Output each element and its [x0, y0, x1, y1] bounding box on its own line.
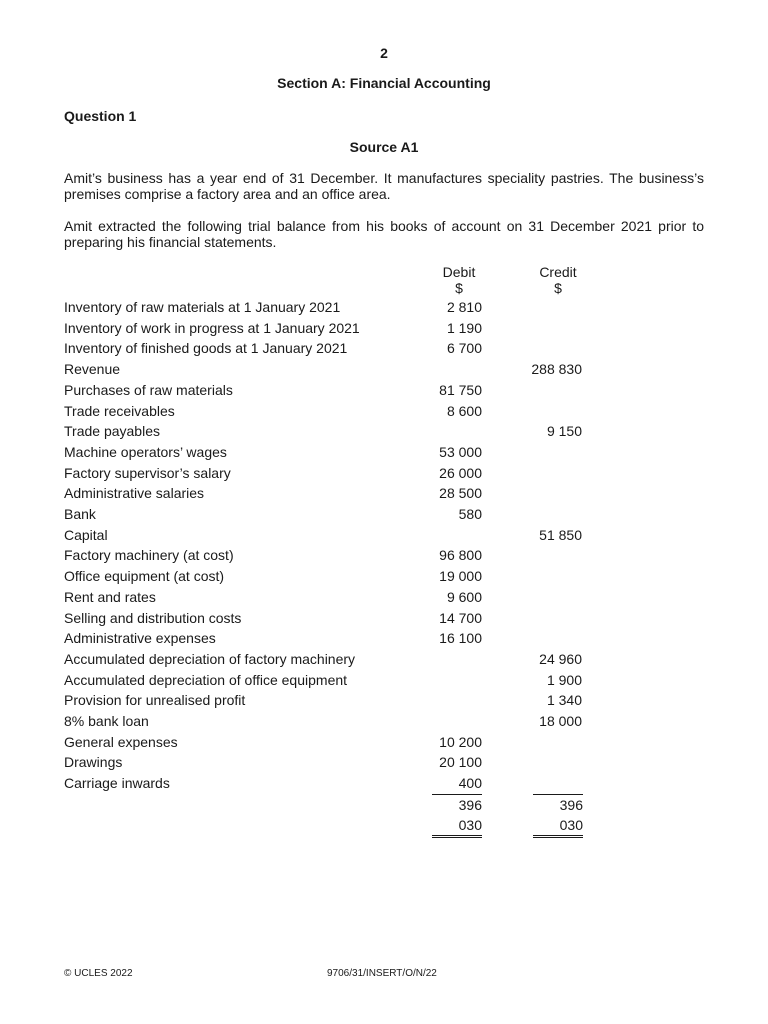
row-gap: [482, 380, 524, 401]
row-pad: [582, 483, 624, 504]
row-gap: [482, 401, 524, 422]
row-debit: 580: [458, 506, 482, 523]
footer-code: 9706/31/INSERT/O/N/22: [327, 968, 437, 979]
row-label: Selling and distribution costs: [64, 609, 242, 626]
row-gap: [482, 773, 524, 794]
row-gap: [482, 463, 524, 484]
table-row: [64, 401, 624, 422]
row-label: Factory supervisor’s salary: [64, 464, 231, 481]
row-debit: 16 100: [439, 630, 482, 647]
table-row: [64, 711, 624, 732]
table-row: [64, 773, 624, 794]
row-credit: [524, 318, 582, 339]
row-pad: [582, 608, 624, 629]
trial-balance-body: [64, 297, 624, 794]
row-pad: [582, 338, 624, 359]
debit-column-unit: $: [455, 280, 463, 296]
table-row: [64, 297, 624, 318]
instruction-paragraph: Amit extracted the following trial balance from his books of account on 31 December 2021 prior to preparing his financial statements.: [64, 218, 704, 250]
row-label: Capital: [64, 526, 108, 543]
row-debit: [424, 670, 482, 691]
table-row: [64, 732, 624, 753]
table-row: [64, 504, 624, 525]
row-debit: 1 190: [446, 319, 482, 336]
row-debit: 96 800: [439, 547, 482, 564]
row-label: Inventory of work in progress at 1 January 2021: [64, 319, 360, 336]
row-debit: 14 700: [439, 609, 482, 626]
row-pad: [582, 628, 624, 649]
row-pad: [582, 670, 624, 691]
row-debit: 26 000: [439, 464, 482, 481]
table-row: [64, 670, 624, 691]
row-debit: 81 750: [439, 381, 482, 398]
page-number: 2: [380, 45, 388, 61]
row-label: Office equipment (at cost): [64, 568, 225, 585]
row-label: Revenue: [64, 361, 121, 378]
row-credit: 1 900: [546, 671, 582, 688]
row-label: Factory machinery (at cost): [64, 547, 234, 564]
row-credit: [524, 608, 582, 629]
debit-total: 396 030: [432, 794, 482, 838]
question-title: Question 1: [64, 108, 137, 124]
row-credit: [524, 297, 582, 318]
row-pad: [582, 318, 624, 339]
row-pad: [582, 773, 624, 794]
credit-column-header: [518, 264, 598, 296]
row-credit: 18 000: [539, 713, 582, 730]
row-label: Accumulated depreciation of factory machinery: [64, 650, 356, 667]
row-pad: [582, 359, 624, 380]
row-debit: 10 200: [439, 733, 482, 750]
row-credit: 51 850: [539, 526, 582, 543]
row-label: Inventory of raw materials at 1 January 2021: [64, 299, 341, 315]
row-gap: [482, 318, 524, 339]
section-title: Section A: Financial Accounting: [277, 75, 491, 91]
row-pad: [582, 545, 624, 566]
row-label: Provision for unrealised profit: [64, 692, 246, 709]
row-pad: [582, 649, 624, 670]
row-pad: [582, 297, 624, 318]
row-debit: [424, 525, 482, 546]
table-row: [64, 318, 624, 339]
row-gap: [482, 297, 524, 318]
row-pad: [582, 711, 624, 732]
table-row: [64, 525, 624, 546]
row-gap: [482, 752, 524, 773]
row-credit: 1 340: [546, 692, 582, 709]
row-pad: [582, 587, 624, 608]
row-credit: [524, 401, 582, 422]
row-label: Rent and rates: [64, 588, 156, 605]
row-pad: [582, 401, 624, 422]
row-gap: [482, 670, 524, 691]
row-label: Inventory of finished goods at 1 January 2021: [64, 340, 348, 357]
debit-column-label: Debit: [442, 264, 476, 280]
table-row: [64, 628, 624, 649]
row-gap: [482, 421, 524, 442]
table-row: [64, 483, 624, 504]
row-pad: [582, 732, 624, 753]
table-row: [64, 608, 624, 629]
row-label: 8% bank loan: [64, 713, 149, 730]
row-pad: [582, 463, 624, 484]
row-label: Drawings: [64, 754, 123, 771]
row-gap: [482, 711, 524, 732]
row-pad: [582, 525, 624, 546]
row-label: Administrative expenses: [64, 630, 216, 647]
row-gap: [482, 587, 524, 608]
row-credit: [524, 628, 582, 649]
table-row: [64, 545, 624, 566]
row-debit: 6 700: [446, 340, 482, 357]
trial-balance-table: [64, 297, 624, 794]
row-pad: [582, 421, 624, 442]
row-label: Trade receivables: [64, 402, 175, 419]
table-row: [64, 690, 624, 711]
intro-paragraph: Amit’s business has a year end of 31 December. It manufactures speciality pastries. The business’s premises comprise a factory area and an office area.: [64, 170, 704, 202]
row-label: Bank: [64, 506, 96, 523]
row-credit: [524, 545, 582, 566]
footer-copyright: © UCLES 2022: [64, 968, 133, 979]
row-pad: [582, 566, 624, 587]
row-label: Purchases of raw materials: [64, 381, 233, 398]
row-debit: 2 810: [446, 299, 482, 315]
table-row: [64, 587, 624, 608]
row-credit: [524, 566, 582, 587]
table-row: [64, 380, 624, 401]
row-pad: [582, 504, 624, 525]
row-debit: 19 000: [439, 568, 482, 585]
row-credit: [524, 463, 582, 484]
debit-column-header: [419, 264, 499, 296]
row-credit: 24 960: [539, 650, 582, 667]
row-label: General expenses: [64, 733, 178, 750]
row-gap: [482, 732, 524, 753]
credit-column-label: Credit: [539, 264, 577, 280]
row-gap: [482, 483, 524, 504]
row-debit: 20 100: [439, 754, 482, 771]
row-credit: [524, 773, 582, 794]
table-row: [64, 752, 624, 773]
table-row: [64, 338, 624, 359]
table-row: [64, 359, 624, 380]
row-gap: [482, 442, 524, 463]
row-gap: [482, 608, 524, 629]
table-row: [64, 442, 624, 463]
row-credit: [524, 587, 582, 608]
row-credit: [524, 752, 582, 773]
row-gap: [482, 525, 524, 546]
row-debit: 400: [458, 775, 482, 792]
row-debit: 53 000: [439, 443, 482, 460]
table-row: [64, 566, 624, 587]
row-gap: [482, 504, 524, 525]
row-credit: [524, 338, 582, 359]
row-debit: 9 600: [446, 588, 482, 605]
row-debit: [424, 690, 482, 711]
row-pad: [582, 752, 624, 773]
row-credit: [524, 732, 582, 753]
row-credit: [524, 483, 582, 504]
row-gap: [482, 690, 524, 711]
row-label: Carriage inwards: [64, 775, 170, 792]
row-pad: [582, 442, 624, 463]
source-title: Source A1: [349, 139, 419, 155]
row-gap: [482, 545, 524, 566]
row-gap: [482, 338, 524, 359]
table-row: [64, 649, 624, 670]
row-debit: [424, 359, 482, 380]
table-row: [64, 463, 624, 484]
row-credit: 9 150: [546, 423, 582, 440]
credit-column-unit: $: [554, 280, 562, 296]
row-gap: [482, 628, 524, 649]
row-label: Machine operators’ wages: [64, 443, 227, 460]
row-pad: [582, 380, 624, 401]
credit-total: 396 030: [533, 794, 583, 838]
row-gap: [482, 649, 524, 670]
row-label: Trade payables: [64, 423, 160, 440]
row-credit: 288 830: [531, 361, 582, 378]
row-debit: [424, 711, 482, 732]
row-label: Accumulated depreciation of office equipment: [64, 671, 348, 688]
row-pad: [582, 690, 624, 711]
row-debit: 28 500: [439, 485, 482, 502]
row-credit: [524, 442, 582, 463]
row-credit: [524, 504, 582, 525]
row-label: Administrative salaries: [64, 485, 205, 502]
row-gap: [482, 359, 524, 380]
row-credit: [524, 380, 582, 401]
table-row: [64, 421, 624, 442]
row-debit: [424, 649, 482, 670]
row-gap: [482, 566, 524, 587]
row-debit: 8 600: [446, 402, 482, 419]
row-debit: [424, 421, 482, 442]
